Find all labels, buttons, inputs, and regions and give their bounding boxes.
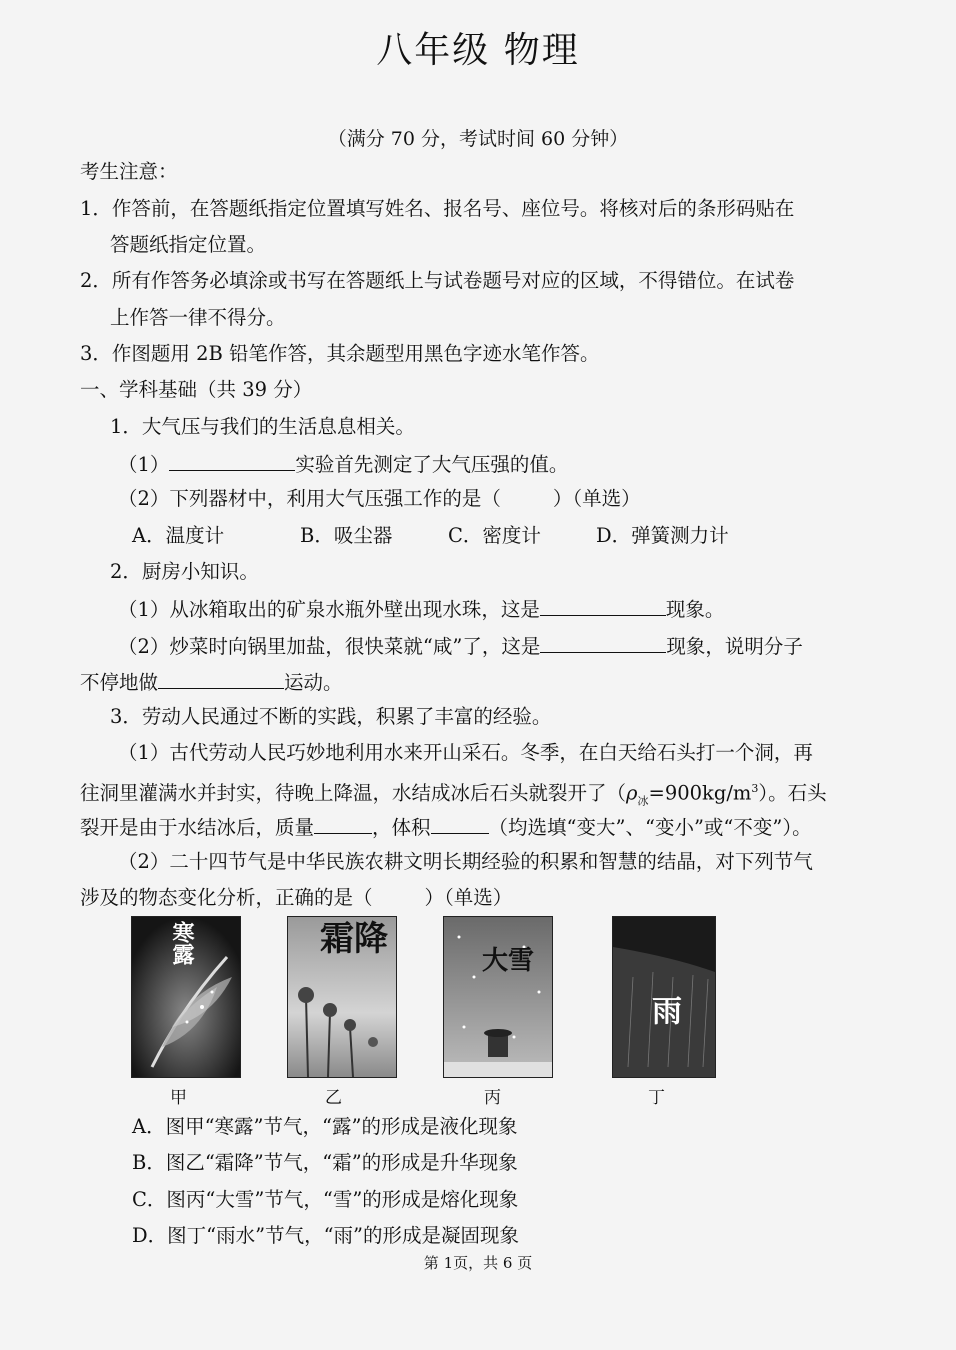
q1-part2-suffix: ）（单选）: [552, 487, 641, 510]
q3-option-a: A．图甲“寒露”节气，“露”的形成是液化现象: [132, 1115, 518, 1138]
q1-part1-text: 实验首先测定了大气压强的值。: [295, 453, 569, 476]
image-caption-ding: 丁: [648, 1088, 665, 1108]
q1-options: [132, 523, 729, 549]
density-unit-exponent: 3: [751, 782, 759, 795]
solar-term-image-jia: [131, 916, 241, 1078]
q1-part2: [118, 486, 641, 512]
q3-part1-line1: （1）古代劳动人民巧妙地利用水来开山采石。冬季，在白天给石头打一个洞，再: [118, 741, 813, 764]
page-title: 八年级 物理: [376, 30, 580, 71]
q3-part1-line2: [80, 776, 827, 814]
answer-blank: [540, 595, 666, 616]
image-bing-title: 大雪: [482, 946, 535, 976]
q3-stem: 3．劳动人民通过不断的实践，积累了丰富的经验。: [110, 705, 552, 728]
q3-part1-line3-text: 裂开是由于水结冰后，质量: [80, 816, 315, 839]
q2-part2-suffix: 现象，说明分子: [666, 635, 803, 658]
density-subscript: 冰: [637, 794, 649, 808]
q2-part1-text: （1）从冰箱取出的矿泉水瓶外壁出现水珠，这是: [118, 598, 540, 621]
q2-part2-cont-text: 不停地做: [80, 671, 159, 694]
q1-option-a: A．温度计: [132, 524, 225, 547]
image-caption-yi: 乙: [325, 1088, 342, 1108]
q1-option-b: B．吸尘器: [300, 524, 393, 547]
q2-part1-suffix: 现象。: [665, 598, 725, 621]
q3-part1-line3: [80, 813, 812, 841]
density-symbol: ρ: [626, 781, 638, 805]
notice-heading: 考生注意：: [80, 160, 178, 183]
notice-item-2-cont: 上作答一律不得分。: [110, 306, 286, 329]
image-caption-jia: 甲: [170, 1088, 187, 1108]
q2-part2: [118, 632, 803, 660]
q3-part1-line3-suffix: （均选填“变大”、“变小”或“不变”）。: [488, 816, 812, 839]
density-value: =900kg/m: [648, 781, 752, 805]
q3-part2-line2-text: 涉及的物态变化分析，正确的是（: [80, 886, 373, 909]
q2-part2-cont: [80, 668, 343, 696]
answer-blank: [158, 668, 284, 689]
solar-term-image-ding: [612, 916, 716, 1078]
answer-blank: [431, 813, 489, 834]
solar-term-image-bing: [443, 916, 553, 1078]
answer-blank: [314, 813, 372, 834]
q3-option-b: B．图乙“霜降”节气，“霜”的形成是升华现象: [132, 1151, 518, 1174]
solar-term-image-yi: [287, 916, 397, 1078]
q2-part2-text: （2）炒菜时向锅里加盐，很快菜就“咸”了，这是: [118, 635, 541, 658]
exam-subtitle: （满分 70 分，考试时间 60 分钟）: [327, 128, 629, 150]
q2-stem: 2．厨房小知识。: [110, 560, 259, 583]
q3-option-c: C．图丙“大雪”节气，“雪”的形成是熔化现象: [132, 1188, 519, 1211]
image-ding-title: 雨: [646, 995, 681, 1025]
q1-option-c: C．密度计: [448, 524, 541, 547]
q1-part1-label: （1）: [118, 453, 170, 476]
notice-item-1-cont: 答题纸指定位置。: [110, 233, 267, 256]
section-heading: 一、学科基础（共 39 分）: [80, 378, 313, 401]
q3-part2-line2: [80, 885, 512, 911]
image-yi-title: 霜降: [320, 919, 388, 959]
q3-part1-line2-text: 往洞里灌满水并封实，待晚上降温，水结成冰后石头就裂开了（: [80, 781, 627, 805]
q3-part2-line1: （2）二十四节气是中华民族农耕文明长期经验的积累和智慧的结晶，对下列节气: [118, 850, 813, 873]
answer-blank: [540, 632, 666, 653]
page-number: 第 1页，共 6 页: [423, 1254, 533, 1272]
q3-option-d: D．图丁“雨水”节气，“雨”的形成是凝固现象: [132, 1224, 520, 1247]
q3-part1-line2-suffix: ）。石头: [758, 781, 827, 805]
notice-item-1: 1．作答前，在答题纸指定位置填写姓名、报名号、座位号。将核对后的条形码贴在: [80, 197, 795, 220]
q1-part1: [118, 450, 568, 478]
notice-item-2: 2．所有作答务必填涂或书写在答题纸上与试卷题号对应的区域，不得错位。在试卷: [80, 269, 795, 292]
q3-part1-line3-mid: ，体积: [372, 816, 431, 839]
q2-part1: [118, 595, 724, 623]
q1-option-d: D．弹簧测力计: [596, 524, 729, 547]
image-caption-bing: 丙: [484, 1088, 501, 1108]
q1-part2-text: （2）下列器材中，利用大气压强工作的是（: [118, 487, 501, 510]
image-jia-title: 寒露: [169, 921, 195, 965]
q2-part2-cont-suffix: 运动。: [284, 671, 343, 694]
notice-item-3: 3．作图题用 2B 铅笔作答，其余题型用黑色字迹水笔作答。: [80, 342, 600, 365]
q1-stem: 1．大气压与我们的生活息息相关。: [110, 415, 415, 438]
q3-part2-line2-suffix: ）（单选）: [424, 886, 513, 909]
answer-blank: [169, 450, 295, 471]
